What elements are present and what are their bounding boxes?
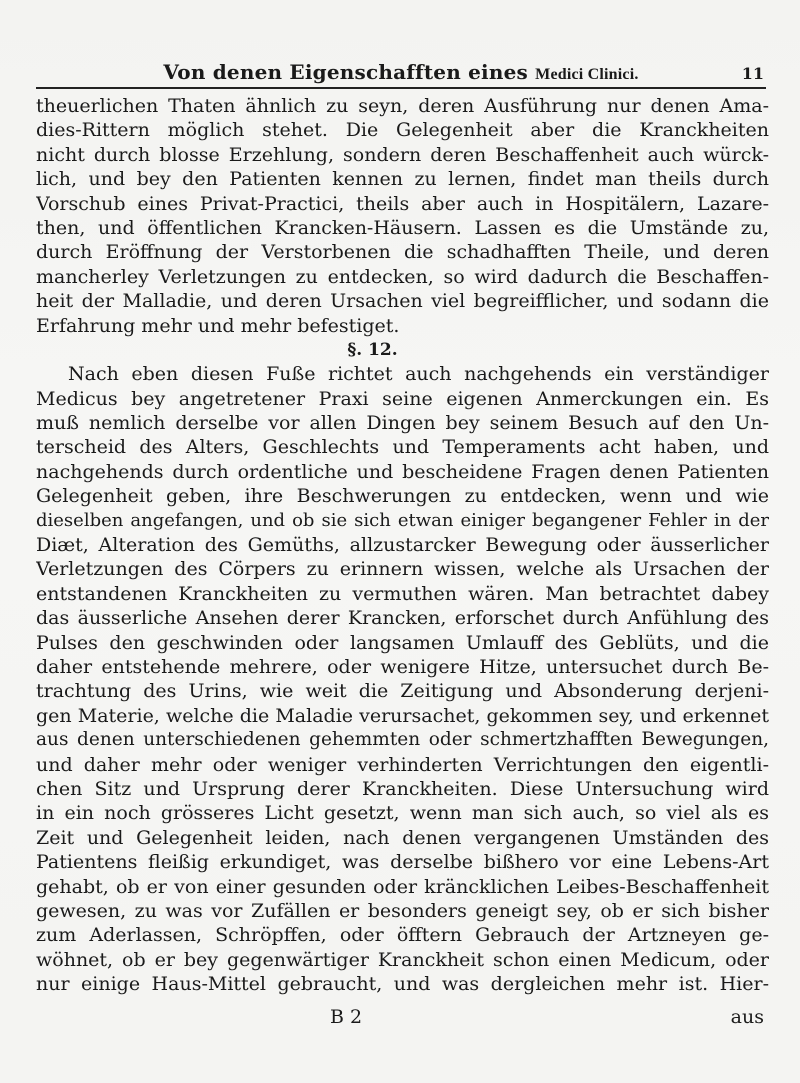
- text-line: Patientens fleißig erkundiget, was derselbe bißhero vor eine Lebens-Art: [36, 851, 769, 874]
- text-line: nachgehends durch ordentliche und bescheidene Fragen denen Patienten: [36, 460, 769, 483]
- text-line: then, und öffentlichen Krancken-Häusern. Lassen es die Umstände zu,: [36, 216, 769, 239]
- body-text: [36, 94, 769, 996]
- text-line: zum Aderlassen, Schröpffen, oder öfftern Gebrauch der Artzneyen ge-: [36, 924, 769, 947]
- text-line: dies-Rittern möglich stehet. Die Gelegenheit aber die Kranckheiten: [36, 119, 769, 142]
- text-line: daher entstehende mehrere, oder wenigere Hitze, untersuchet durch Be-: [36, 655, 769, 678]
- text-line: entstandenen Kranckheiten zu vermuthen wären. Man betrachtet dabey: [36, 582, 769, 605]
- text-line: Diæt, Alteration des Gemüths, allzustarcker Bewegung oder äusserlicher: [36, 534, 769, 557]
- text-line: lich, und bey den Patienten kennen zu lernen, findet man theils durch: [36, 168, 769, 191]
- text-line: mancherley Verletzungen zu entdecken, so wird dadurch die Beschaffen-: [36, 265, 769, 288]
- text-line: Erfahrung mehr und mehr befestiget.: [36, 314, 400, 337]
- text-line: Zeit und Gelegenheit leiden, nach denen vergangenen Umständen des: [36, 826, 769, 849]
- text-line: und daher mehr oder weniger verhinderten Verrichtungen den eigentli-: [36, 753, 769, 776]
- catchword: aus: [730, 1006, 764, 1028]
- text-line: wöhnet, ob er bey gegenwärtiger Kranckheit schon einen Medicum, oder: [36, 948, 769, 971]
- text-line: Verletzungen des Cörpers zu erinnern wissen, welche als Ursachen der: [36, 558, 769, 581]
- text-line: Medicus bey angetretener Praxi seine eigenen Anmerckungen ein. Es: [36, 387, 769, 410]
- text-line: aus denen unterschiedenen gehemmten oder schmertzhafften Bewegungen,: [36, 729, 769, 751]
- text-line: trachtung des Urins, wie weit die Zeitigung und Absonderung derjeni-: [36, 680, 769, 703]
- page-number: 11: [741, 64, 764, 83]
- text-line: muß nemlich derselbe vor allen Dingen bey seinem Besuch auf den Un-: [36, 412, 769, 435]
- text-line: nicht durch blosse Erzehlung, sondern deren Beschaffenheit auch würck-: [36, 143, 769, 166]
- text-line: heit der Malladie, und deren Ursachen viel begreifflicher, und sodann die: [36, 290, 769, 313]
- text-line: durch Eröffnung der Verstorbenen die schadhafften Theile, und deren: [36, 241, 769, 264]
- text-line: nur einige Haus-Mittel gebraucht, und was dergleichen mehr ist. Hier-: [36, 973, 769, 996]
- text-line: gen Materie, welche die Maladie verursachet, gekommen sey, und erkennet: [36, 704, 769, 727]
- running-title-latin: Medici Clinici.: [535, 66, 639, 83]
- running-title: [36, 60, 766, 84]
- section-mark: §. 12.: [347, 339, 398, 360]
- text-line: das äusserliche Ansehen derer Krancken, erforschet durch Anfühlung des: [36, 607, 769, 630]
- running-header: [36, 60, 766, 89]
- text-line: Nach eben diesen Fuße richtet auch nachgehends ein verständiger: [68, 363, 769, 386]
- text-line: terscheid des Alters, Geschlechts und Temperaments acht haben, und: [36, 436, 769, 459]
- text-line: Gelegenheit geben, ihre Beschwerungen zu entdecken, wenn und wie: [36, 485, 769, 508]
- text-line: Vorschub eines Privat-Practici, theils aber auch in Hospitälern, Lazare-: [36, 192, 769, 215]
- text-line: gehabt, ob er von einer gesunden oder kräncklichen Leibes-Beschaffenheit: [36, 875, 769, 898]
- text-line: theuerlichen Thaten ähnlich zu seyn, deren Ausführung nur denen Ama-: [36, 95, 769, 117]
- signature-mark: B 2: [330, 1006, 363, 1028]
- text-line: chen Sitz und Ursprung derer Kranckheiten. Diese Untersuchung wird: [36, 777, 769, 800]
- text-line: gewesen, zu was vor Zufällen er besonders geneigt sey, ob er sich bisher: [36, 899, 769, 922]
- text-line: in ein noch grösseres Licht gesetzt, wenn man sich auch, so viel als es: [36, 802, 769, 825]
- text-line: Pulses den geschwinden oder langsamen Umlauff des Geblüts, und die: [36, 631, 769, 654]
- text-line: dieselben angefangen, und ob sie sich etwan einiger begangener Fehler in der: [36, 509, 769, 531]
- running-title-german: Von denen Eigenschafften eines: [163, 60, 528, 84]
